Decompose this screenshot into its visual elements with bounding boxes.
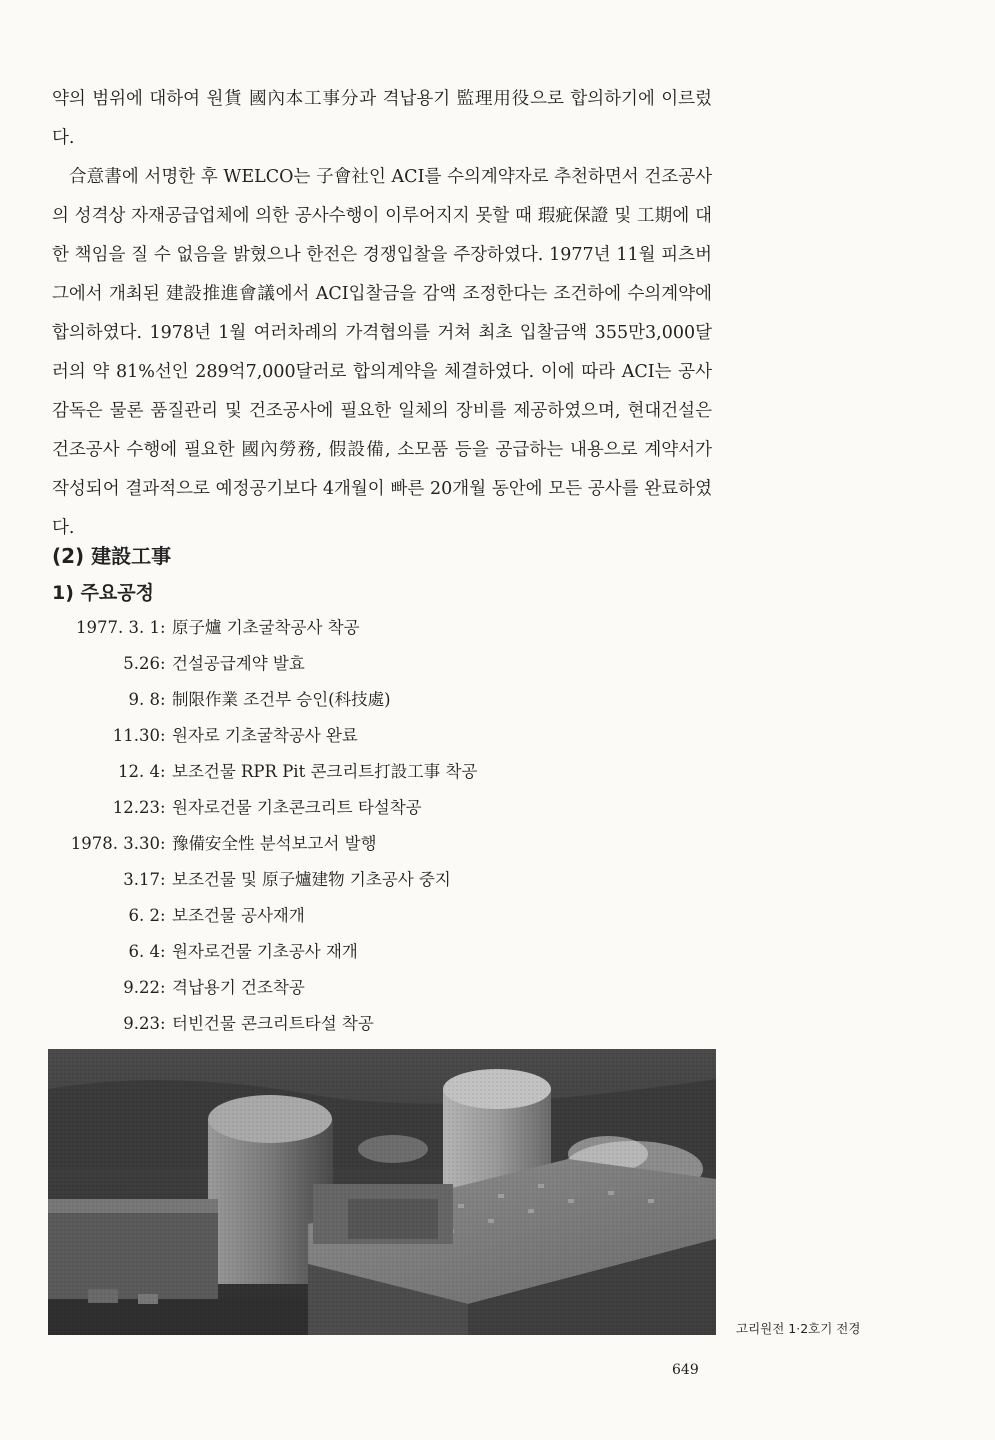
milestone-date: 9.23 xyxy=(123,1014,160,1033)
milestone-event: 보조건물 RPR Pit 콘크리트打設工事 착공 xyxy=(172,762,478,781)
milestone-separator: : xyxy=(160,834,166,853)
milestone-date: 6. 4 xyxy=(128,942,160,961)
milestone-date: 12. 4 xyxy=(118,762,160,781)
milestone-separator: : xyxy=(160,726,166,745)
milestone-separator: : xyxy=(160,798,166,817)
milestone-date: 6. 2 xyxy=(128,906,160,925)
milestone-separator: : xyxy=(160,762,166,781)
milestone-row xyxy=(0,1010,720,1038)
milestone-separator: : xyxy=(160,654,166,673)
milestone-separator: : xyxy=(160,870,166,889)
photo-caption: 고리원전 1·2호기 전경 xyxy=(736,1321,861,1336)
milestone-separator: : xyxy=(160,1014,166,1033)
milestone-date: 1977. 3. 1 xyxy=(76,618,160,637)
milestone-row xyxy=(0,974,720,1002)
milestone-event: 격납용기 건조착공 xyxy=(172,978,305,997)
milestone-row xyxy=(0,866,720,894)
nuclear-plant-photo xyxy=(48,1049,716,1335)
milestone-event: 원자로건물 기초콘크리트 타설착공 xyxy=(172,798,422,817)
milestone-event: 보조건물 공사재개 xyxy=(172,906,305,925)
milestone-row xyxy=(0,794,720,822)
milestone-row xyxy=(0,902,720,930)
milestone-event: 터빈건물 콘크리트타설 착공 xyxy=(172,1014,374,1033)
milestone-event: 보조건물 및 原子爐建物 기초공사 중지 xyxy=(172,870,451,889)
milestone-separator: : xyxy=(160,618,166,637)
milestone-separator: : xyxy=(160,906,166,925)
milestone-date: 9.22 xyxy=(123,978,160,997)
milestone-separator: : xyxy=(160,978,166,997)
milestone-date: 12.23 xyxy=(112,798,160,817)
milestone-event: 원자로건물 기초공사 재개 xyxy=(172,942,358,961)
milestone-event: 豫備安全性 분석보고서 발행 xyxy=(172,834,377,853)
milestone-date: 1978. 3.30 xyxy=(70,834,160,853)
milestone-row xyxy=(0,938,720,966)
milestone-date: 3.17 xyxy=(123,870,160,889)
milestone-row xyxy=(0,830,720,858)
body-paragraph-1: 약의 범위에 대하여 원貨 國內本工事分과 격납용기 監理用役으로 합의하기에 이르렀다. xyxy=(52,89,712,148)
milestone-row xyxy=(0,758,720,786)
milestone-event: 원자로 기초굴착공사 완료 xyxy=(172,726,358,745)
milestone-row xyxy=(0,686,720,714)
subsection-heading: 1) 주요공정 xyxy=(52,582,154,604)
plant-illustration xyxy=(48,1049,716,1335)
milestone-separator: : xyxy=(160,942,166,961)
milestone-date: 11.30 xyxy=(112,726,160,745)
section-heading: (2) 建設工事 xyxy=(52,544,172,568)
milestone-row xyxy=(0,722,720,750)
milestone-event: 制限作業 조건부 승인(科技處) xyxy=(172,690,391,709)
milestone-separator: : xyxy=(160,690,166,709)
milestone-date: 9. 8 xyxy=(128,690,160,709)
milestone-date: 5.26 xyxy=(123,654,160,673)
body-paragraph-2: 合意書에 서명한 후 WELCO는 子會社인 ACI를 수의계약자로 추천하면서 건조공사의 성격상 자재공급업체에 의한 공사수행이 이루어지지 못할 때 瑕疵保證 및 工期에 대한 책임을 질 수 없음을 밝혔으나 한전은 경쟁입찰을 주장하였다. 1977년 11월 피츠버그에서 개최된 建設推進會議에서 ACI입찰금을 감액 조정한다는 조건하에 수의계약에 합의하였다. 1978년 1월 여러차례의 가격협의를 거쳐 최초 입찰금액 355만3,000달러의 약 81%선인 289억7,000달러로 합의계약을 체결하였다. 이에 따라 ACI는 공사감독은 물론 품질관리 및 건조공사에 필요한 일체의 장비를 제공하였으며, 현대건설은 건조공사 수행에 필요한 國內勞務, 假設備, 소모품 등을 공급하는 내용으로 계약서가 작성되어 결과적으로 예정공기보다 4개월이 빠른 20개월 동안에 모든 공사를 완료하였다. xyxy=(52,167,713,538)
page-number: 649 xyxy=(672,1362,699,1378)
milestone-row xyxy=(0,650,720,678)
milestone-event: 原子爐 기초굴착공사 착공 xyxy=(172,618,360,637)
milestone-row xyxy=(0,614,720,642)
milestone-event: 건설공급계약 발효 xyxy=(172,654,305,673)
